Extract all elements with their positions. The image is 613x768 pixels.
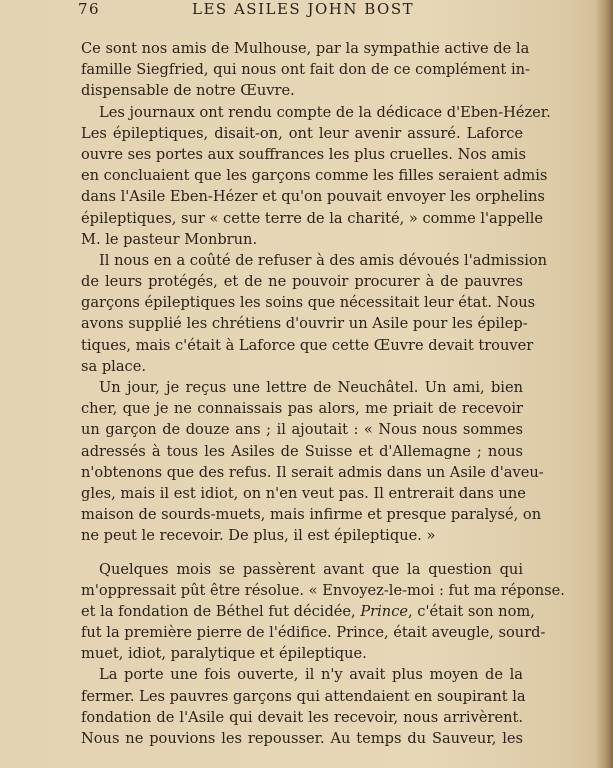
text-line-content: m'oppressait pût être résolue. « Envoyez-le-moi : fut ma réponse. [81, 581, 565, 599]
text-line [81, 250, 548, 271]
text-line [81, 271, 523, 292]
text-line-content: M. le pasteur Monbrun. [81, 230, 258, 248]
text-line [81, 165, 548, 186]
text-line [81, 559, 523, 580]
page-gutter-shadow [595, 0, 613, 768]
page-number: 76 [78, 0, 101, 18]
text-line [81, 601, 535, 622]
text-line-content: tiques, mais c'était à Laforce que cette Œuvre devait trouver [81, 336, 534, 354]
text-line [81, 356, 523, 377]
text-line-content: dispensable de notre Œuvre. [81, 82, 295, 100]
text-line-content: fut la première pierre de l'édifice. Prince, était aveugle, sourd- [81, 624, 546, 642]
text-line [81, 580, 565, 601]
paragraph-gap [81, 547, 523, 559]
text-line [81, 186, 545, 207]
text-line-content: La porte une fois ouverte, il n'y avait plus moyen de la [99, 666, 523, 684]
text-line-content: n'obtenons que des refus. Il serait admis dans un Asile d'aveu- [81, 463, 544, 481]
text-line [81, 59, 530, 80]
text-line [81, 123, 523, 144]
text-line [81, 377, 523, 398]
text-line-content: avons supplié les chrétiens d'ouvrir un Asile pour les épilep- [81, 315, 528, 333]
text-line [81, 229, 523, 250]
text-line [81, 728, 523, 749]
text-line-content: ne peut le recevoir. De plus, il est épileptique. » [81, 527, 436, 545]
text-line [81, 38, 530, 59]
text-line-content: Nous ne pouvions les repousser. Au temps du Sauveur, les [81, 730, 523, 747]
text-line-content: muet, idiot, paralytique et épileptique. [81, 645, 367, 663]
text-line-content: épileptiques, sur « cette terre de la charité, » comme l'appelle [81, 209, 544, 227]
text-line [81, 398, 523, 419]
text-line-content: ouvre ses portes aux souffrances les plus cruelles. Nos amis [81, 145, 526, 163]
text-line [81, 441, 523, 462]
text-line [81, 686, 526, 707]
text-line-content: Quelques mois se passèrent avant que la question qui [99, 560, 523, 578]
text-line-content: cher, que je ne connaissais pas alors, me priait de recevoir [81, 400, 523, 418]
running-title: LES ASILES JOHN BOST [192, 0, 415, 18]
text-line-content: Les épileptiques, disait-on, ont leur avenir assuré. Laforce [81, 124, 523, 142]
text-line-continuation: , c'était son nom, [408, 602, 535, 620]
text-line [81, 292, 536, 313]
text-line [81, 643, 523, 664]
text-line-content: fermer. Les pauvres garçons qui attendaient en soupirant la [81, 687, 526, 705]
text-line-content: dans l'Asile Eben-Hézer et qu'on pouvait envoyer les orphelins [81, 188, 545, 206]
text-line-content: fondation de l'Asile qui devait les recevoir, nous arrivèrent. [81, 708, 523, 726]
text-line [81, 707, 523, 728]
text-line [81, 483, 526, 504]
text-line [81, 504, 542, 525]
text-line-content: famille Siegfried, qui nous ont fait don de ce complément in- [81, 61, 530, 79]
text-line [81, 102, 551, 123]
text-line-content: gles, mais il est idiot, on n'en veut pas. Il entrerait dans une [81, 484, 526, 502]
text-line-content: de leurs protégés, et de ne pouvoir procurer à de pauvres [81, 273, 523, 291]
text-line [81, 664, 523, 685]
text-line-content: en concluaient que les garçons comme les filles seraient admis [81, 167, 548, 185]
text-line-content: Les journaux ont rendu compte de la dédicace d'Eben-Hézer. [99, 103, 551, 121]
running-header [78, 0, 538, 18]
text-line [81, 144, 526, 165]
text-line [81, 335, 534, 356]
text-line [81, 525, 523, 546]
text-line [81, 462, 544, 483]
text-line [81, 622, 546, 643]
text-line-content: un garçon de douze ans ; il ajoutait : « Nous nous sommes [81, 421, 523, 439]
text-line-content: adressés à tous les Asiles de Suisse et d'Allemagne ; nous [81, 442, 523, 460]
text-line-content: Il nous en a coûté de refuser à des amis dévoués l'admission [99, 251, 548, 269]
text-line-content: maison de sourds-muets, mais infirme et presque paralysé, on [81, 506, 542, 524]
text-line [81, 208, 544, 229]
text-line-content: Un jour, je reçus une lettre de Neuchâtel. Un ami, bien [99, 379, 523, 396]
text-line [81, 80, 523, 101]
body-text [81, 38, 565, 749]
text-line [81, 313, 528, 334]
text-line-content: Ce sont nos amis de Mulhouse, par la sympathie active de la [81, 40, 530, 57]
text-line-content: et la fondation de Béthel fut décidée, [81, 602, 361, 620]
italic-name: Prince [360, 602, 409, 620]
text-line [81, 419, 523, 440]
text-line-content: sa place. [81, 357, 146, 375]
text-line-content: garçons épileptiques les soins que nécessitait leur état. Nous [81, 294, 536, 312]
